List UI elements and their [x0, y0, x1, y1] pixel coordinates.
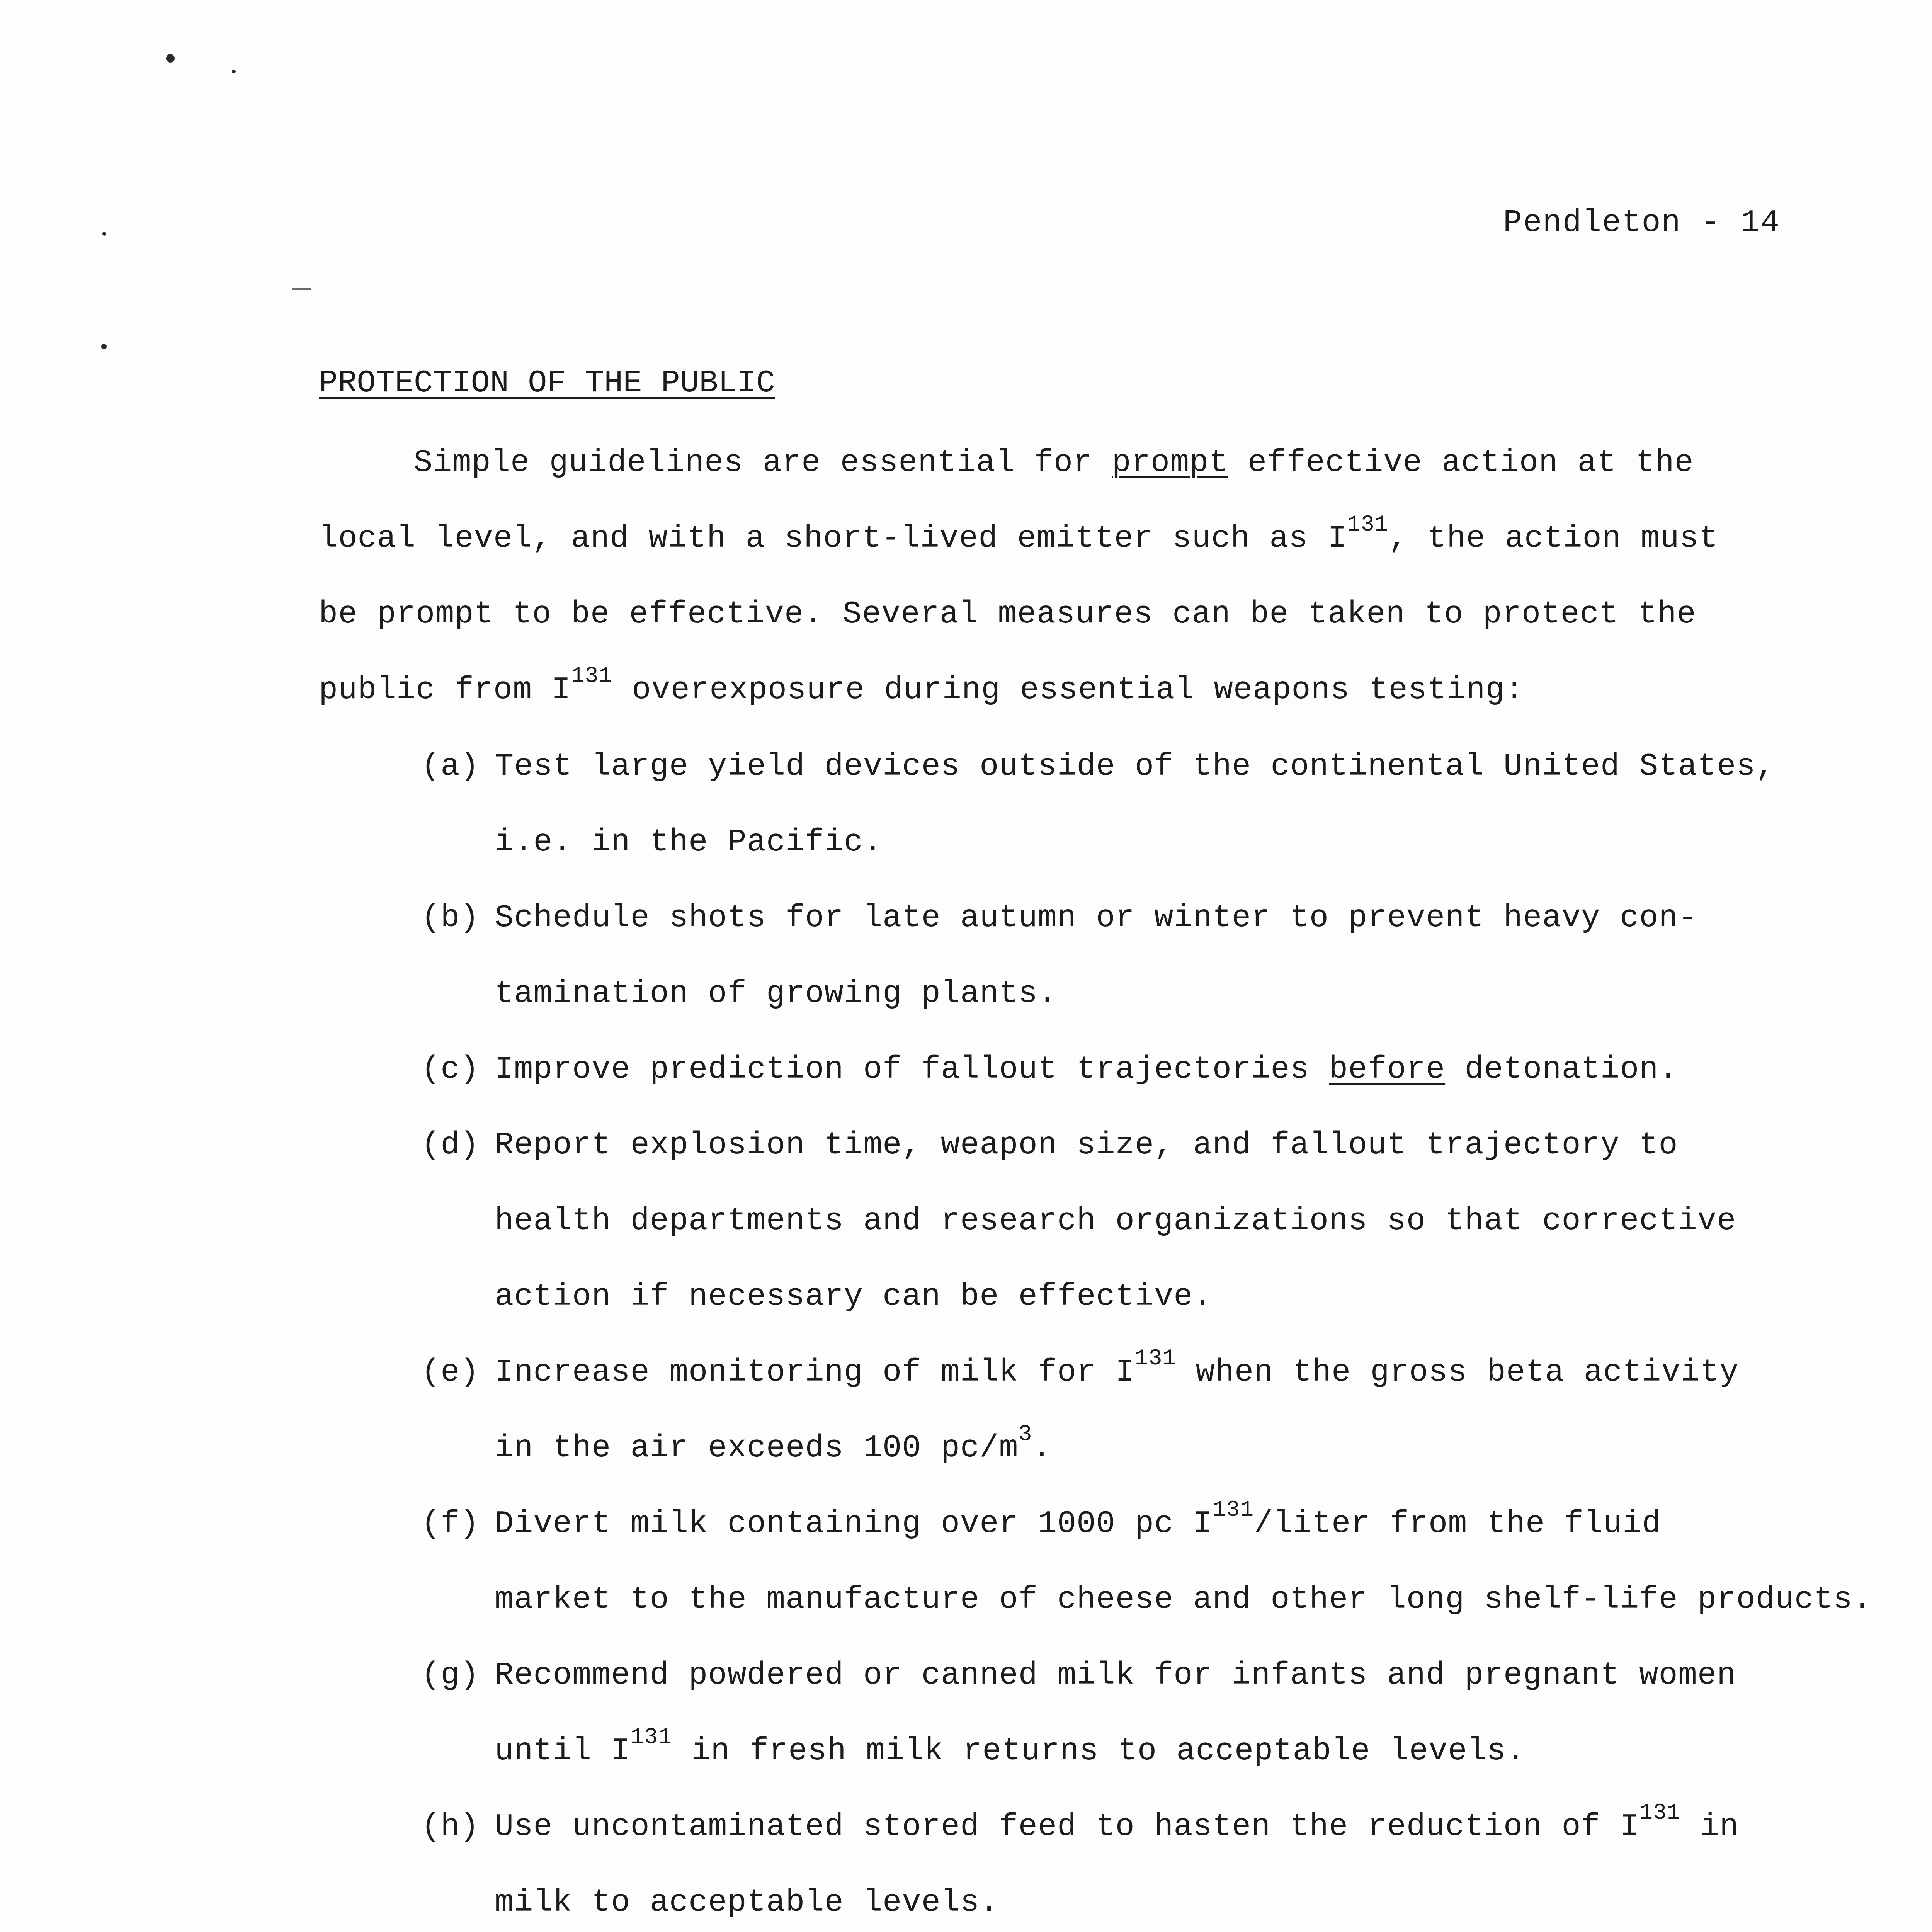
list-item-h: [421, 1789, 1851, 1932]
list-item-line: health departments and research organizations so that corrective: [495, 1203, 1736, 1239]
list-item-label: (a): [421, 748, 480, 784]
intro-line: public from $I^{131}$ overexposure during essential weapons testing:: [319, 664, 1524, 708]
list-item-line: Report explosion time, weapon size, and fallout trajectory to: [495, 1127, 1678, 1163]
list-item-line: action if necessary can be effective.: [495, 1279, 1213, 1315]
scan-speck: [102, 232, 106, 236]
scan-speck: [232, 70, 236, 73]
intro-line: Simple guidelines are essential for prompt effective action at the: [413, 445, 1694, 481]
list-item-line: market to the manufacture of cheese and other long shelf-life products.: [495, 1582, 1872, 1617]
scan-mark: [292, 288, 311, 290]
intro-line: be prompt to be effective. Several measures can be taken to protect the: [319, 596, 1696, 632]
list-item-line: in the air exceeds 100 $pc/m^3$.: [495, 1422, 1052, 1466]
list-item-b: [421, 880, 1851, 1032]
list-item-label: (c): [421, 1051, 480, 1087]
intro-line: local level, and with a short-lived emitter such as $I^{131}$, the action must: [319, 512, 1718, 556]
list-item-d: [421, 1107, 1851, 1335]
page-number-header: Pendleton - 14: [1503, 205, 1780, 241]
list-item-line: Increase monitoring of milk for $I^{131}$ when the gross beta activity: [495, 1346, 1739, 1390]
list-item-line: until $I^{131}$ in fresh milk returns to acceptable levels.: [495, 1725, 1526, 1769]
list-item-line: Recommend powdered or canned milk for infants and pregnant women: [495, 1657, 1736, 1693]
intro-paragraph: [319, 425, 1864, 728]
list-item-f: [421, 1486, 1872, 1638]
list-item-c: [421, 1032, 1851, 1107]
list-item-line: Test large yield devices outside of the continental United States,: [495, 748, 1775, 784]
list-item-a: [421, 729, 1851, 880]
list-item-label: (e): [421, 1354, 480, 1390]
list-item-line: tamination of growing plants.: [495, 976, 1058, 1012]
list-item-label: (h): [421, 1809, 480, 1845]
list-item-line: Divert milk containing over 1000 pc $I^{131}$/liter from the fluid: [495, 1498, 1662, 1542]
list-item-line: Improve prediction of fallout trajectories before detonation.: [495, 1051, 1678, 1087]
list-item-e: [421, 1335, 1851, 1486]
list-item-line: Schedule shots for late autumn or winter to prevent heavy con-: [495, 900, 1697, 936]
list-item-line: i.e. in the Pacific.: [495, 824, 883, 860]
list-item-line: milk to acceptable levels.: [495, 1884, 999, 1920]
scan-speck: [101, 344, 107, 349]
list-item-label: (d): [421, 1127, 480, 1163]
list-item-label: (f): [421, 1506, 480, 1542]
list-item-label: (b): [421, 900, 480, 936]
section-title: PROTECTION OF THE PUBLIC: [319, 365, 775, 401]
list-item-g: [421, 1638, 1851, 1789]
list-item-line: Use uncontaminated stored feed to hasten the reduction of $I^{131}$ in: [495, 1801, 1739, 1845]
list-item-label: (g): [421, 1657, 480, 1693]
scan-speck: [166, 54, 175, 63]
